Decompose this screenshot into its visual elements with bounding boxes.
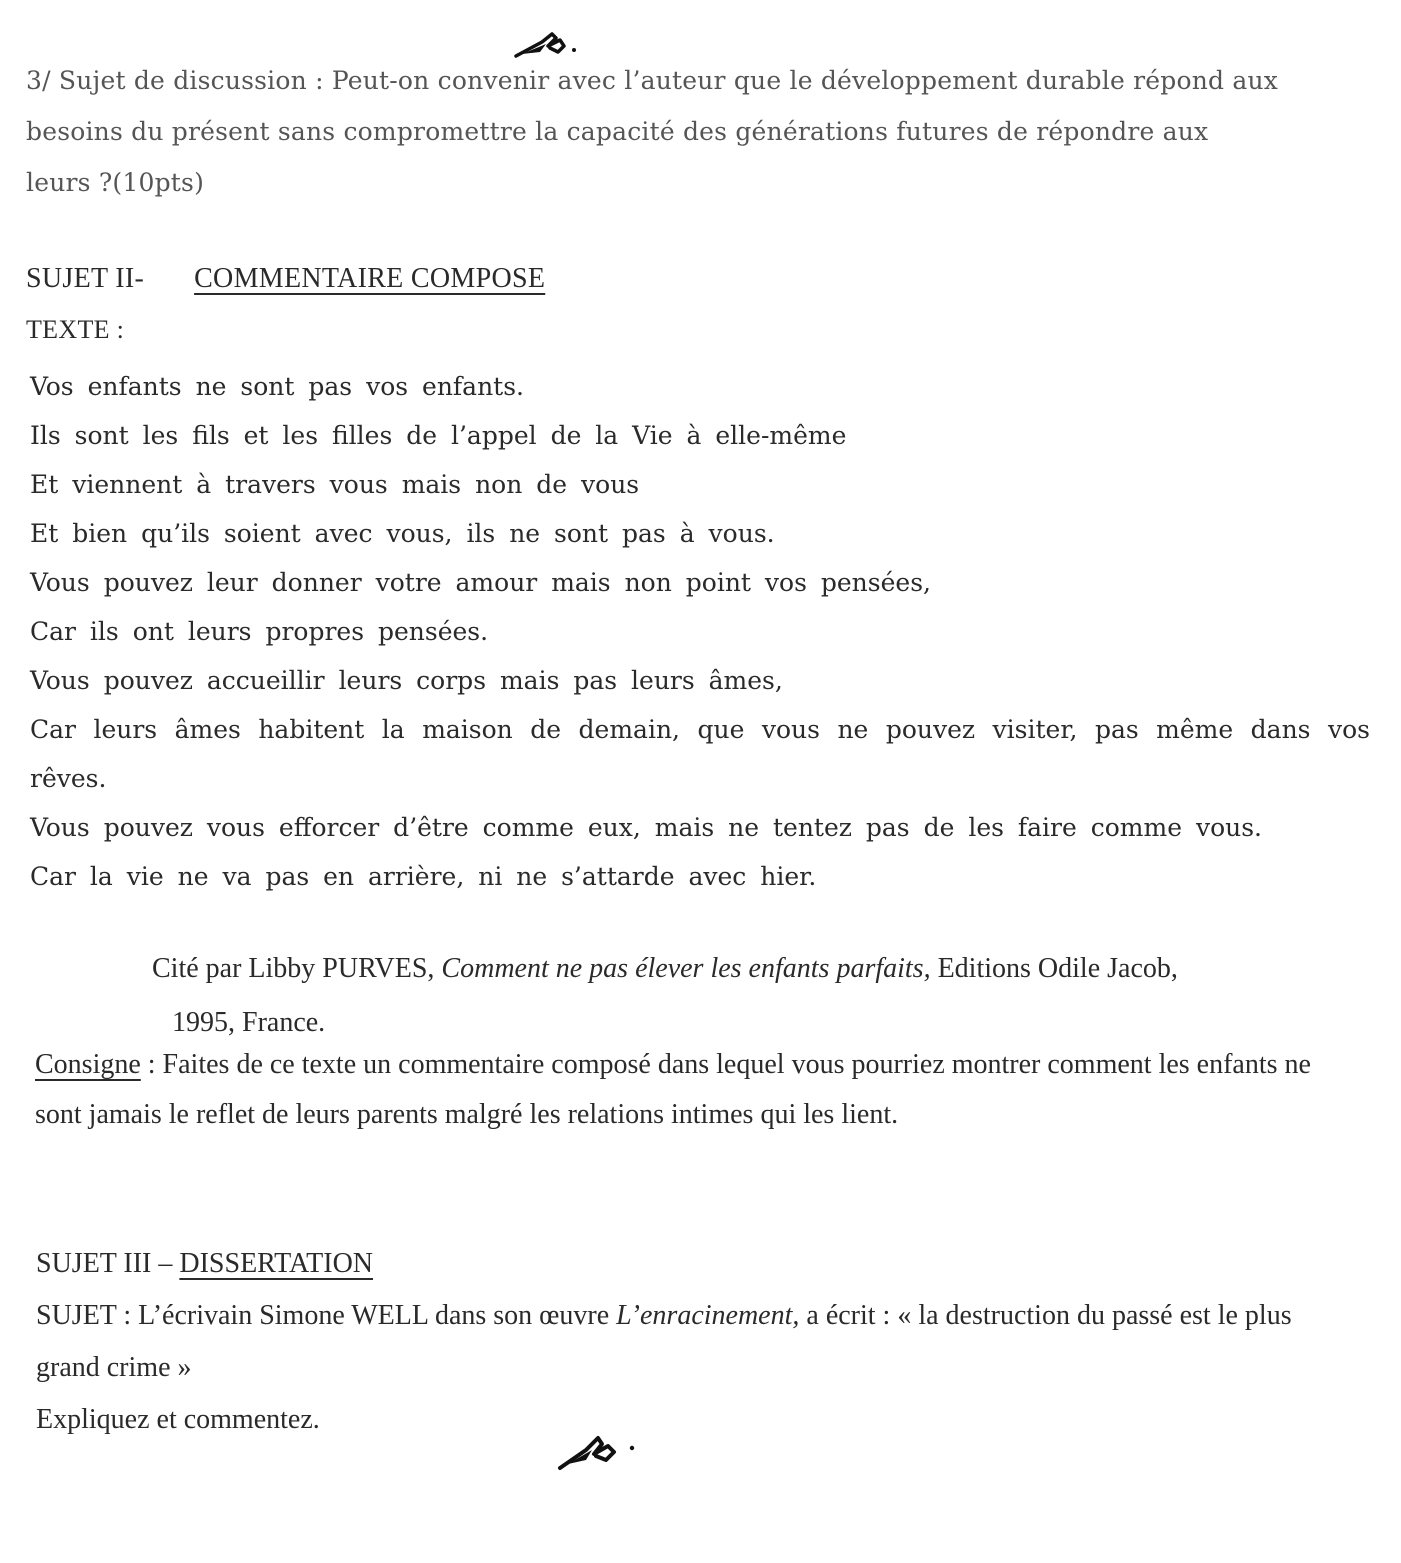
poem-line: Et viennent à travers vous mais non de vous (30, 470, 640, 499)
consigne-text: : Faites de ce texte un commentaire composé dans lequel vous pourriez montrer comment les enfants ne sont jamais le reflet de leurs parents malgré les relations intimes qui les lient. (35, 1049, 1311, 1130)
citation-prefix: Cité par Libby PURVES, (152, 953, 442, 984)
poem-line: Car la vie ne va pas en arrière, ni ne s’attarde avec hier. (30, 862, 817, 891)
sujet3-title: DISSERTATION (179, 1248, 374, 1279)
citation-publisher: Editions Odile Jacob, (930, 953, 1178, 984)
discussion-line-3: leurs ?(10pts) (26, 168, 205, 197)
sujet3-oeuvre: L’enracinement, (616, 1300, 800, 1331)
sujet3-heading (36, 1238, 1336, 1290)
poem-line: Vous pouvez accueillir leurs corps mais pas leurs âmes, (30, 666, 783, 695)
sujet3 (36, 1238, 1336, 1446)
consigne-label: Consigne (35, 1049, 141, 1080)
poem-line: Vos enfants ne sont pas vos enfants. (30, 372, 524, 401)
sujet2-heading (26, 264, 545, 294)
discussion-line-1: 3/ Sujet de discussion : Peut-on convenir avec l’auteur que le développement durable répond aux (26, 66, 1279, 95)
sujet3-prefix: SUJET : L’écrivain Simone WELL dans son œuvre (36, 1300, 617, 1331)
poem-line: Car leurs âmes habitent la maison de demain, que vous ne pouvez visiter, pas même dans vos rêves. (30, 715, 1370, 793)
citation (152, 942, 1332, 1050)
sujet3-suffix: a écrit : « la destruction du passé est le plus grand crime » (36, 1300, 1292, 1383)
citation-line-1 (152, 942, 1332, 996)
discussion-line-2: besoins du présent sans compromettre la capacité des générations futures de répondre aux (26, 117, 1209, 146)
poem-line: Et bien qu’ils soient avec vous, ils ne sont pas à vous. (30, 519, 775, 548)
poem-line: Car ils ont leurs propres pensées. (30, 617, 489, 646)
poem-line: Vous pouvez vous efforcer d’être comme eux, mais ne tentez pas de les faire comme vous. (30, 813, 1262, 842)
citation-book-title: Comment ne pas élever les enfants parfaits, (441, 953, 931, 984)
texte-label: TEXTE : (26, 315, 125, 344)
sujet3-question (36, 1290, 1336, 1394)
poem-line: Vous pouvez leur donner votre amour mais non point vos pensées, (30, 568, 931, 597)
handwritten-signature-bottom (556, 1424, 640, 1474)
poem-text (30, 362, 1370, 901)
handwritten-signature-top (512, 24, 582, 64)
poem-line: Ils sont les fils et les filles de l’appel de la Vie à elle-même (30, 421, 847, 450)
sujet3-label: SUJET III – (36, 1248, 180, 1279)
sujet2-title: COMMENTAIRE COMPOSE (194, 263, 546, 294)
sujet3-instruction: Expliquez et commentez. (36, 1404, 320, 1435)
sujet2-label: SUJET II- (26, 263, 145, 294)
consigne (35, 1040, 1355, 1140)
citation-line-2: 1995, France. (172, 1007, 326, 1038)
